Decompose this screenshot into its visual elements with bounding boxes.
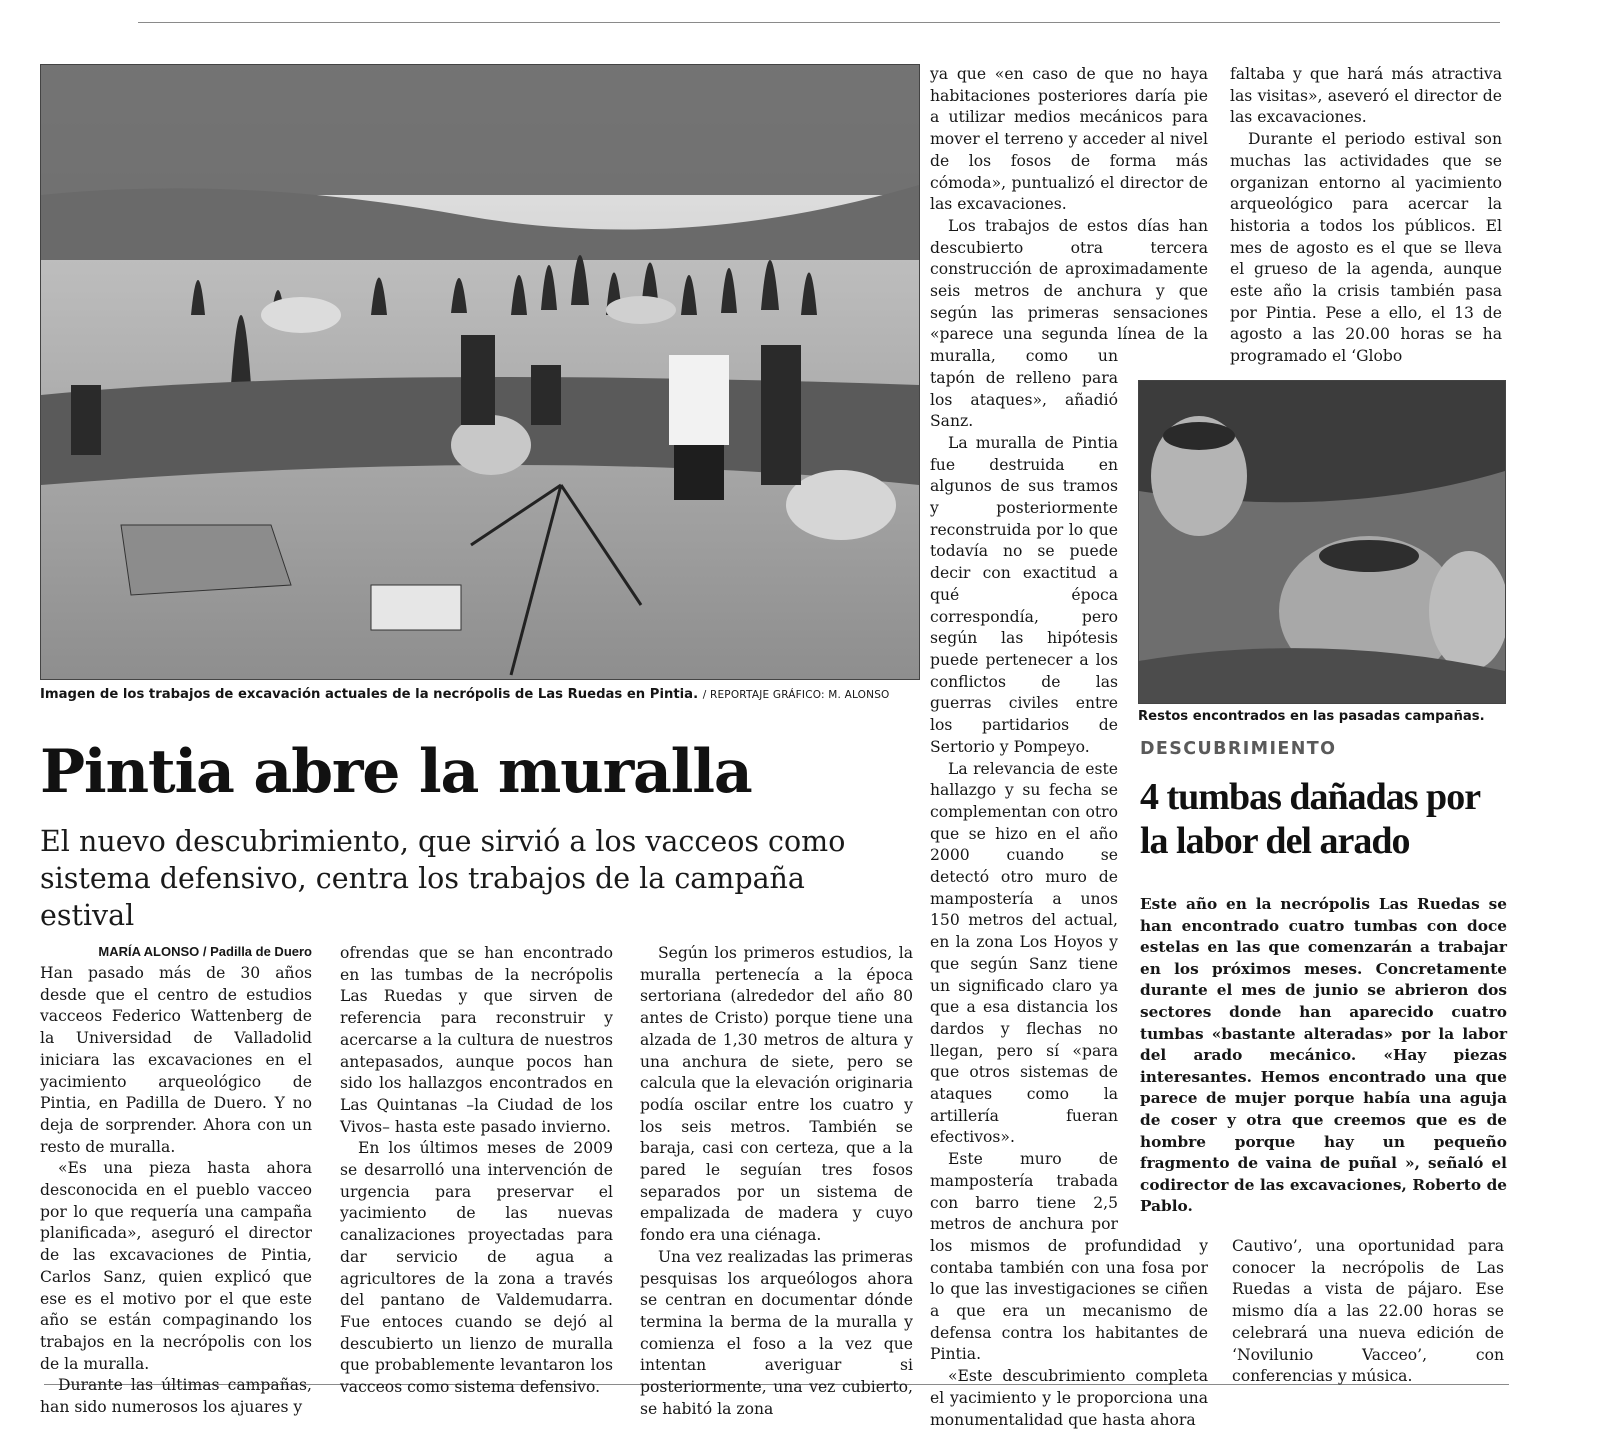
sidebar-headline: 4 tumbas dañadas por la labor del arado bbox=[1140, 776, 1480, 862]
article-column-1 bbox=[40, 943, 312, 1419]
photo-credit: / REPORTAJE GRÁFICO: M. ALONSO bbox=[702, 689, 890, 701]
paragraph: La relevancia de este hallazgo y su fecha se complementan con otro que se hizo en el año 2000 cuando se detectó otro muro de mampostería a unos 150 metros del actual, en la zona Los Hoyos y que según Sanz tiene un significado claro ya que a esa distancia los dardos y flechas no llegan, pero sí «para que otros sistemas de ataques como la artillería fueran efectivos». bbox=[930, 759, 1118, 1147]
headline: Pintia abre la muralla bbox=[40, 737, 752, 807]
paragraph: Este muro de mampostería trabada con barro tiene 2,5 metros de anchura por los mismos de profundidad y contaba también con una fosa por lo que las investigaciones se ciñen a que era un mecanismo de defensa contra los habitantes de Pintia. bbox=[930, 1150, 1208, 1364]
deck: El nuevo descubrimiento, que sirvió a los vacceos como sistema defensivo, centra los trabajos de la campaña estival bbox=[40, 825, 846, 932]
article-column-5 bbox=[1230, 64, 1502, 368]
excavation-image bbox=[41, 65, 919, 679]
byline bbox=[40, 943, 312, 961]
paragraph: Los trabajos de estos días han descubierto otra tercera construcción de aproximadamente seis metros de anchura y que según las primeras sensaciones «parece una segunda línea de la muralla, como un tapón de relleno para los ataques», añadió Sanz. bbox=[930, 216, 1208, 431]
main-photo bbox=[40, 64, 920, 680]
sidebar-kicker: DESCUBRIMIENTO bbox=[1140, 739, 1337, 759]
paragraph: ya que «en caso de que no haya habitaciones posteriores daría pie a utilizar medios mecánicos para mover el terreno y acceder al nivel de los fosos de forma más cómoda», puntualizó el director de las excavaciones. bbox=[930, 65, 1208, 214]
byline-place: / Padilla de Duero bbox=[202, 944, 312, 959]
paragraph: ofrendas que se han encontrado en las tumbas de la necrópolis Las Ruedas y que sirven de referencia para reconstruir y acercarse a la cultura de nuestros antepasados, aunque pocos han sido los hallazgos encontrados en Las Quintanas –la Ciudad de los Vivos– hasta este pasado invierno. bbox=[340, 944, 613, 1136]
paragraph: En los últimos meses de 2009 se desarrolló una intervención de urgencia para preservar el yacimiento de las nuevas canalizaciones proyectadas para dar servicio de agua a agricultores de la zona a través del pantano de Valdemudarra. Fue entoces cuando se dejó al descubierto un lienzo de muralla que probablemente levantaron los vacceos como sistema defensivo. bbox=[340, 1139, 613, 1397]
paragraph: Durante el periodo estival son muchas las actividades que se organizan entorno al yacimiento arqueológico para acercar la historia a todos los públicos. El mes de agosto es el que se lleva el grueso de la agenda, aunque este año la crisis también pasa por Pintia. Pese a ello, el 13 de agosto a las 20.00 horas se ha programado el ‘Globo bbox=[1230, 130, 1502, 366]
side-photo bbox=[1138, 380, 1506, 704]
article-column-5-continued bbox=[1232, 1236, 1504, 1388]
article-column-2 bbox=[340, 943, 613, 1399]
paragraph: Cautivo’, una oportunidad para conocer la necrópolis de Las Ruedas a vista de pájaro. Ese mismo día a las 22.00 horas se celebrará una nueva edición de ‘Novilunio Vacceo’, con conferencias y música. bbox=[1232, 1237, 1504, 1386]
paragraph: «Este descubrimiento completa el yacimiento y le proporciona una monumentalidad que hasta ahora bbox=[930, 1367, 1208, 1429]
paragraph: Durante las últimas campañas, han sido numerosos los ajuares y bbox=[40, 1376, 312, 1417]
byline-author: MARÍA ALONSO bbox=[98, 944, 200, 959]
paragraph: faltaba y que hará más atractiva las visitas», aseveró el director de las excavaciones. bbox=[1230, 65, 1502, 127]
caption-text: Imagen de los trabajos de excavación actuales de la necrópolis de Las Ruedas en Pintia. bbox=[40, 687, 699, 702]
paragraph: La muralla de Pintia fue destruida en algunos de sus tramos y posteriormente reconstruida por lo que todavía no se puede decir con exactitud a qué época correspondía, pero según las hipótesis puede pertenecer a los conflictos de las guerras civiles entre los partidarios de Sertorio y Pompeyo. bbox=[930, 433, 1118, 756]
sidebar-body: Este año en la necrópolis Las Ruedas se han encontrado cuatro tumbas con doce estelas en las que comenzarán a trabajar en los próximos meses. Concretamente durante el mes de junio se abrieron dos sectores donde han aparecido cuatro tumbas «bastante alteradas» por la labor del arado mecánico. «Hay piezas interesantes. Hemos encontrado una que parece de mujer porque había una aguja de coser y otra que creemos que es de hombre porque hay un pequeño fragmento de vaina de puñal », señaló el codirector de las excavaciones, Roberto de Pablo. bbox=[1140, 895, 1507, 1216]
paragraph: Una vez realizadas las primeras pesquisas los arqueólogos ahora se centran en documentar dónde termina la berma de la muralla y comienza el foso a la vez que intentan averiguar si posteriormente, una vez cubierto, se habitó la zona bbox=[640, 1247, 913, 1418]
article-column-3 bbox=[640, 943, 913, 1420]
side-photo-caption: Restos encontrados en las pasadas campañas. bbox=[1138, 709, 1485, 724]
main-photo-caption bbox=[40, 687, 890, 702]
pottery-image bbox=[1139, 381, 1505, 703]
paragraph: Han pasado más de 30 años desde que el centro de estudios vacceos Federico Wattenberg de la Universidad de Valladolid iniciara las excavaciones en el yacimiento arqueológico de Pintia, en Padilla de Duero. Y no deja de sorprender. Ahora con un resto de muralla. bbox=[40, 964, 312, 1156]
paragraph: Según los primeros estudios, la muralla pertenecía a la época sertoriana (alrededor del año 80 antes de Cristo) porque tiene una alzada de 1,30 metros de altura y una anchura de siete, pero se calcula que la elevación originaria podía oscilar entre los cuatro y los seis metros. También se baraja, casi con certeza, que a la pared le seguían tres fosos separados por un sistema de empalizada de madera y cuyo fondo era una ciénaga. bbox=[640, 944, 913, 1245]
paragraph: «Es una pieza hasta ahora desconocida en el pueblo vacceo por lo que requería una campaña planificada», aseguró el director de las excavaciones de Pintia, Carlos Sanz, quien explicó que ese es el motivo por el que este año se están compaginando los trabajos en la necrópolis con los de la muralla. bbox=[40, 1159, 312, 1373]
top-rule bbox=[138, 22, 1500, 23]
